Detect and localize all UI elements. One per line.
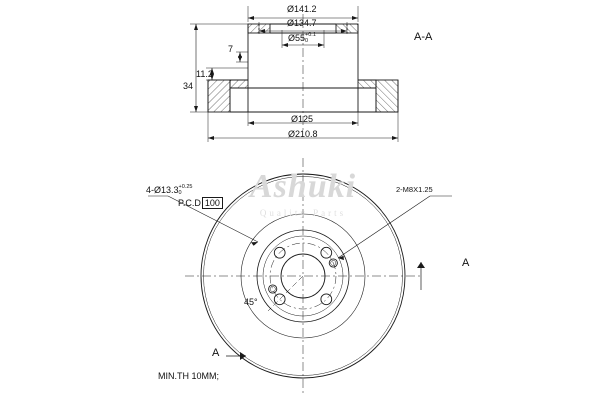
dim-hub-height: 11.2: [196, 69, 213, 79]
watermark-text: Ashuki: [249, 168, 357, 205]
dim-overall-height: 34: [183, 81, 194, 91]
dim-outer-diameter-flange: Ø141.2: [287, 4, 317, 14]
dim-center-bore: Ø55 +0.1 0: [288, 32, 316, 44]
bolt-hole-callout: 4-Ø13.3 +0.25 0: [146, 184, 193, 196]
section-mark-bottom: A: [212, 347, 220, 359]
dim-thickness-small: 7: [228, 44, 234, 54]
angle-callout: 45°: [244, 297, 258, 307]
dim-inner-diameter: Ø125: [291, 114, 314, 124]
dim-hub-diameter: Ø134.7: [287, 18, 317, 28]
min-thickness-note: MIN.TH 10MM;: [158, 371, 220, 381]
thread-callout: 2-M8X1.25: [396, 185, 433, 194]
dim-disc-outer-diameter: Ø210.8: [288, 129, 318, 139]
section-mark-right: A: [462, 257, 470, 269]
section-view-label: A-A: [414, 31, 433, 43]
pcd-callout: P.C.D 100: [178, 199, 223, 208]
watermark-subtext: Quality Parts: [259, 208, 347, 218]
